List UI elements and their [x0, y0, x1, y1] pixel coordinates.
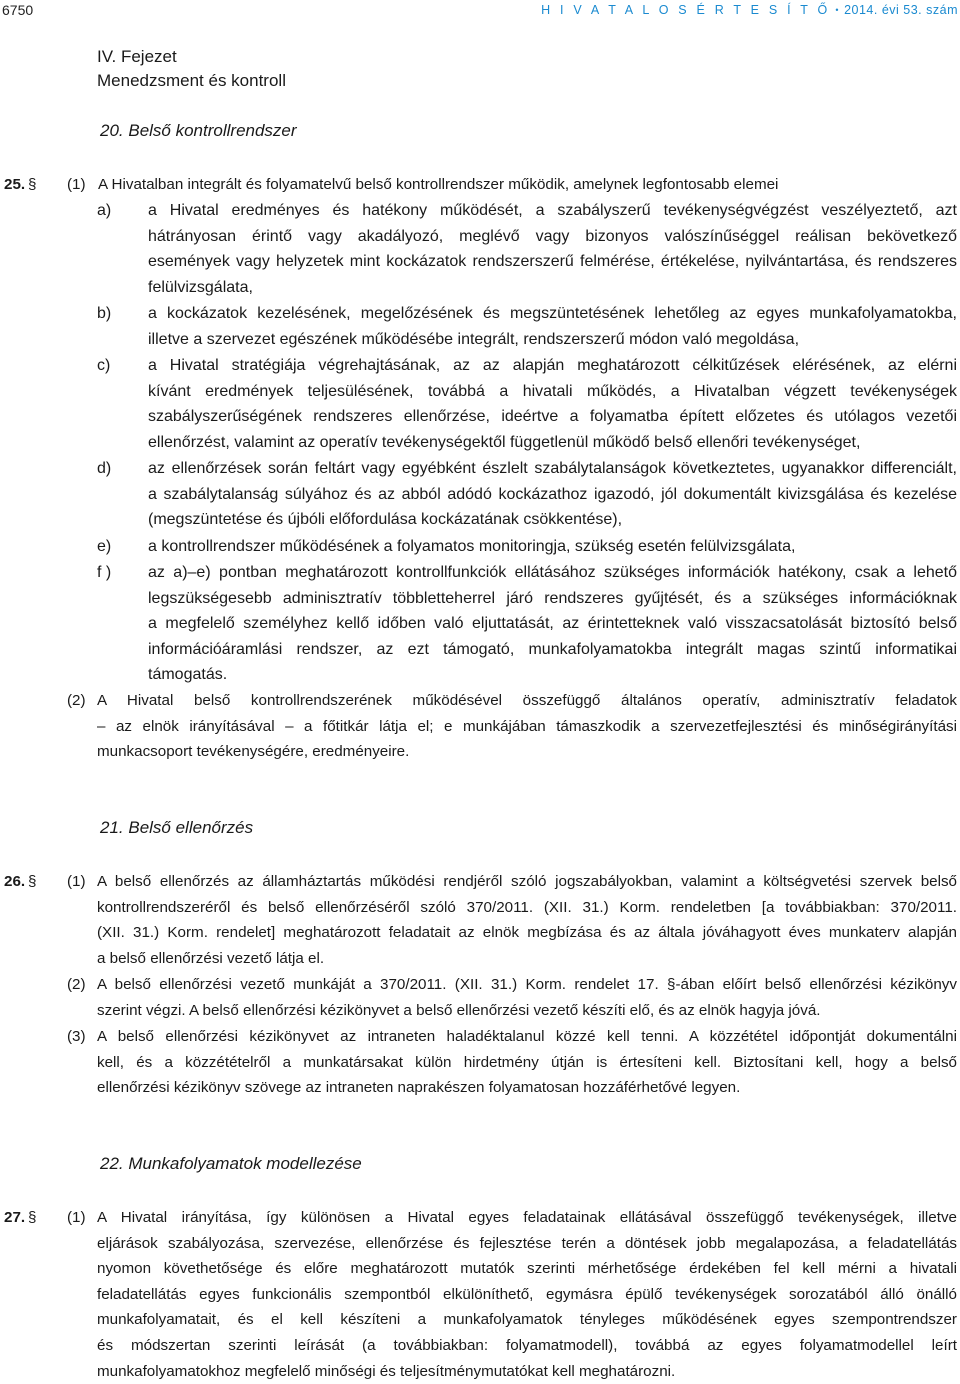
paragraph-line: szerint végzi. A belső ellenőrzési kézikönyvet a belső ellenőrzési vezető készíti elő, és az elnök hagyja jóvá.: [97, 1001, 821, 1019]
item-label: e): [97, 538, 112, 555]
paragraph-line: A Hivatal irányítása, így különösen a Hivatal egyes feladatainak ellátásával összefüggő tevékenységek, illetve: [97, 1209, 957, 1226]
item-line: az ellenőrzések során feltárt vagy egyébként észlelt szabálytalanságok következtetes, ugyanakkor differenciált,: [148, 460, 957, 477]
item-line: az a)–e) pontban meghatározott kontrollfunkciók ellátásához szükséges információk hatékony, csak a lehető: [148, 564, 957, 581]
paragraph-line: feladatellátás egyes funkcionális szempontból elkülöníthető, egymásra épülő tevékenységek sorozatából álló önálló: [97, 1285, 957, 1303]
issue-label: 2014. évi 53. szám: [844, 3, 958, 17]
paragraph-line: eljárások szabályozása, szervezése, ellenőrzése és fejlesztése terén a döntések jobb megalapozása, a feladatellátás: [97, 1234, 957, 1252]
running-header: [0, 0, 960, 22]
section-title-20: 20. Belső kontrollrendszer: [100, 121, 297, 140]
section-sign: §: [28, 1209, 37, 1226]
article-number: 25.: [4, 176, 26, 193]
paragraph-line: ellenőrzési kézikönyv szövege az intraneten naprakészen folyamatosan hozzáférhetővé legyen.: [97, 1079, 741, 1097]
section-title-21: 21. Belső ellenőrzés: [100, 818, 254, 837]
paragraph-line: A belső ellenőrzési kézikönyvet az intraneten haladéktalanul közzé kell tenni. A közzététel időpontját dokumentálni: [97, 1028, 957, 1045]
item-line: hátrányosan érintő vagy akadályozó, meglévő vagy bizonyos valószínűséggel reálisan bekövetkező: [148, 227, 957, 245]
paragraph-line: a belső ellenőrzési vezető látja el.: [97, 949, 325, 967]
article-number: 27.: [4, 1209, 26, 1226]
chapter-number: IV. Fejezet: [97, 47, 177, 66]
item-line: események vagy helyzetek mint kockázatok rendszerszerű felmérése, értékelése, nyilvántartása, és rendszeres: [148, 253, 957, 271]
item-line: szabályszerűségének rendszeres ellenőrzése, ideértve a folyamatba épített előzetes és utólagos vezetői: [148, 408, 957, 426]
paragraph-line: kontrollrendszeréről és belső ellenőrzéséről szóló 370/2011. (XII. 31.) Korm. rendeletben [a továbbiakban: 370/2011.: [97, 898, 957, 916]
paragraph-label: (1): [67, 176, 86, 193]
item-line: a kockázatok kezelésének, megelőzésének és megszüntetésének lehetőleg az egyes munkafolyamatokba,: [148, 305, 957, 322]
section-sign: §: [28, 873, 37, 890]
paragraph-line: munkafolyamatokhoz megfelelő minőségi és teljesítménymutatókat kell meghatározni.: [97, 1362, 676, 1380]
paragraph-intro: A Hivatalban integrált és folyamatelvű belső kontrollrendszer működik, amelynek legfontosabb elemei: [98, 176, 779, 193]
paragraph-label: (1): [67, 1209, 86, 1226]
item-line: a szabálytalanság súlyához és az abból adódó kockázathoz igazodó, jól dokumentált kivizsgálása és kezelése: [148, 485, 957, 503]
journal-title: H I V A T A L O S É R T E S Í T Ő: [541, 3, 831, 17]
paragraph-line: A belső ellenőrzési vezető munkáját a 370/2011. (XII. 31.) Korm. rendelet 17. §-ában előírt belső ellenőrzési kézikönyv: [97, 976, 957, 993]
journal-header: [541, 3, 958, 17]
paragraph-line: munkafolyamatait, és el kell készíteni a munkafolyamatok tényleges működésének egyes szempontrendszer: [97, 1311, 957, 1329]
item-line: felülvizsgálata,: [148, 278, 253, 296]
section-sign: §: [28, 176, 37, 193]
paragraph-line: kell, és a közzétételről a munkatársakat külön hirdetmény útján is értesíteni kell. Biztosítani kell, hogy a belső: [97, 1053, 957, 1071]
item-line: a megfelelő személyhez kellő időben való eljuttatását, az érintetteknek való visszacsatolását biztosító belső: [148, 615, 957, 633]
item-label: a): [97, 202, 112, 219]
paragraph-line: A Hivatal belső kontrollrendszerének működésével összefüggő általános operatív, adminisztratív feladatok: [97, 692, 957, 709]
item-line: illetve a szervezet egészének működésébe integrált, rendszerszerű módon való megoldása,: [148, 330, 800, 348]
chapter-title: Menedzsment és kontroll: [97, 71, 286, 90]
paragraph-line: munkacsoport tevékenységére, eredményeire.: [97, 743, 410, 761]
item-label: f ): [97, 564, 112, 581]
item-label: b): [97, 305, 112, 322]
paragraph-label: (2): [67, 692, 86, 709]
paragraph-line: A belső ellenőrzés az államháztartás működési rendjéről szóló jogszabályokban, valamint a költségvetési szervek belső: [97, 873, 957, 890]
paragraph-label: (3): [67, 1028, 86, 1045]
paragraph-line: – az elnök irányításával – a főtitkár látja el; e munkájában támaszkodik a szervezetfejlesztési és minőségirányítási: [97, 717, 957, 735]
item-line: információáramlási rendszer, az ezt támogató, munkafolyamatokba integrált magas szintű informatikai: [148, 640, 957, 658]
item-label: d): [97, 460, 112, 477]
item-line: kívánt eredmények teljesülésének, továbbá a hivatali működés, a Hivatalban végzett tevékenységek: [148, 382, 957, 400]
paragraph-label: (1): [67, 873, 86, 890]
item-line: ellenőrzést, valamint az operatív tevékenységektől függetlenül működő belső ellenőri tevékenységet,: [148, 433, 861, 451]
article-number: 26.: [4, 873, 26, 890]
item-line: támogatás.: [148, 666, 228, 684]
item-line: (megszüntetése és újbóli előfordulása kockázatának csökkentése),: [148, 511, 623, 529]
paragraph-line: nyomon követhetősége és előre meghatározott mutatók szerinti mérhetősége érdekében fel kell mérni a hivatali: [97, 1260, 957, 1278]
item-line: legszükségesebb adminisztratív többletteherrel járó rendszeres gyűjtését, és a szükséges információknak: [148, 589, 957, 607]
paragraph-label: (2): [67, 976, 86, 993]
paragraph-line: és módszertan szerinti leírását (a továbbiakban: folyamatmodell), továbbá az egyes folyamatmodellel leírt: [97, 1336, 957, 1354]
item-line: a kontrollrendszer működésének a folyamatos monitoringja, szükség esetén felülvizsgálata,: [148, 538, 796, 555]
section-title-22: 22. Munkafolyamatok modellezése: [100, 1154, 362, 1173]
paragraph-line: (XII. 31.) Korm. rendelet] meghatározott feladatait az elnök megbízása és az általa jóváhagyott éves munkaterv alapján: [97, 924, 957, 942]
item-label: c): [97, 357, 111, 374]
item-line: a Hivatal eredményes és hatékony működését, a szabályszerű tevékenységvégzést veszélyeztető, azt: [148, 202, 957, 219]
page-number: 6750: [2, 2, 34, 18]
item-line: a Hivatal stratégiája végrehajtásának, az az alapján meghatározott célkitűzések elérésének, az elérni: [148, 357, 957, 374]
header-bullet: •: [835, 5, 840, 15]
